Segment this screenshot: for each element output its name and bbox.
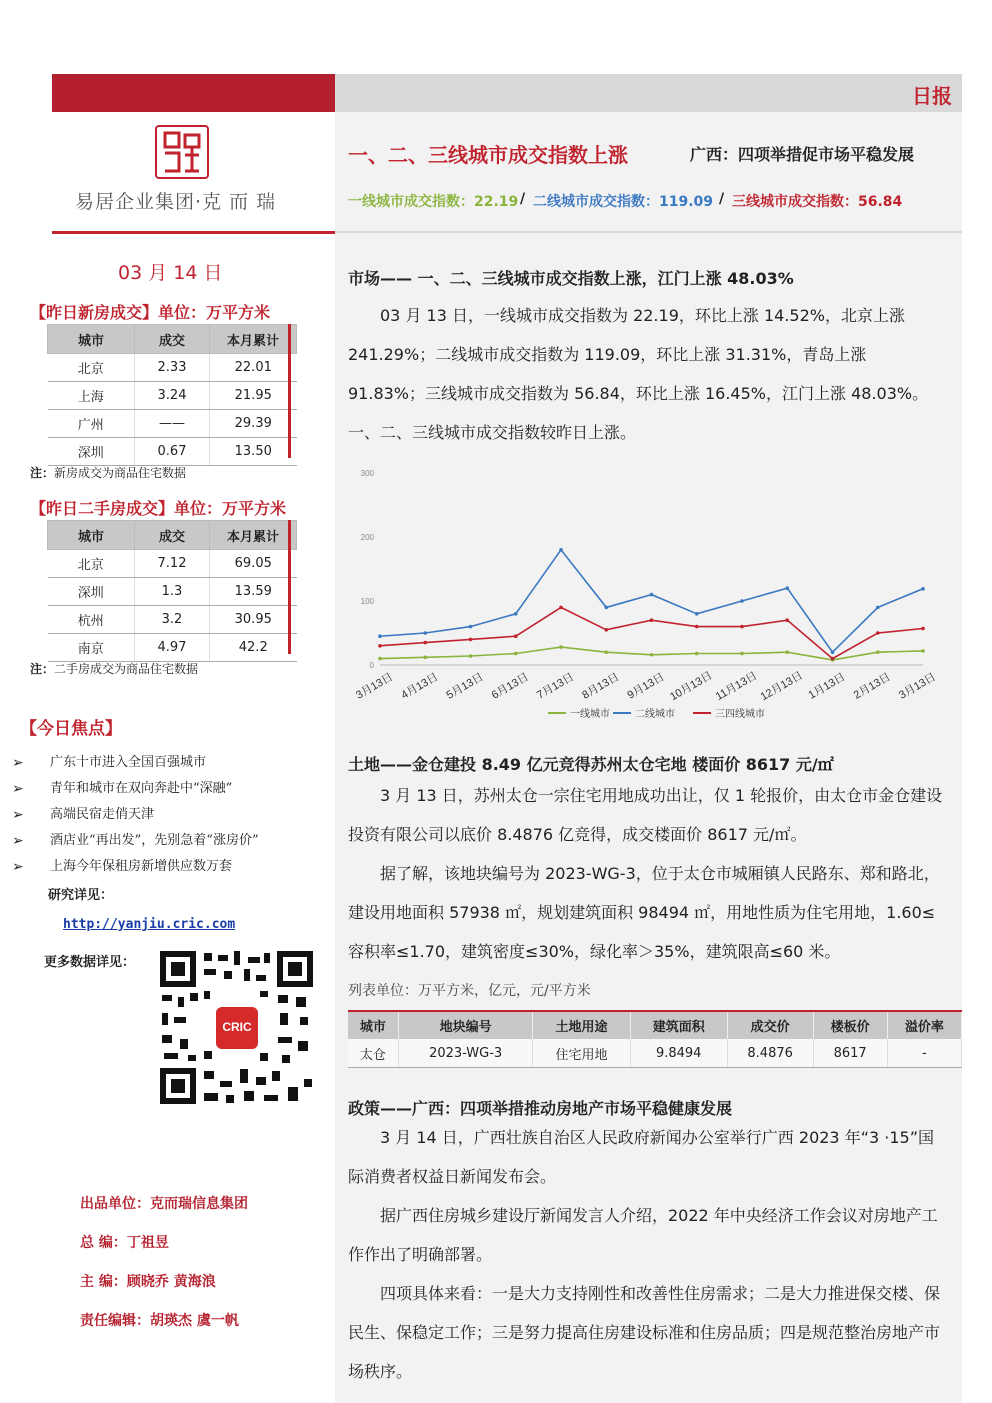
x-tick-label: 8月13日	[580, 671, 622, 702]
x-tick-label: 5月13日	[444, 671, 486, 702]
credits: 出品单位：克而瑞信息集团 总 编：丁祖昱 主 编：顾晓乔 黄海浪 责任编辑：胡瑛杰 虞一帆	[80, 1196, 248, 1329]
table-unit-line: 列表单位：万平方米，亿元，元/平方米	[348, 983, 591, 999]
focus-list	[12, 752, 259, 882]
svg-text:CRIC: CRIC	[222, 1020, 252, 1034]
data-point	[378, 634, 382, 638]
headline: 一、二、三线城市成交指数上涨	[348, 143, 628, 167]
data-point	[559, 645, 563, 649]
data-point	[514, 652, 518, 656]
table-row: 北京 7.12 69.05	[48, 550, 297, 578]
x-tick-label: 2月13日	[851, 671, 893, 702]
data-point	[650, 653, 654, 657]
data-point	[831, 650, 835, 654]
y-tick-label: 300	[360, 469, 374, 478]
data-point	[876, 606, 880, 610]
new-home-table	[47, 324, 297, 466]
data-point	[695, 625, 699, 629]
table-accent	[288, 520, 291, 654]
data-point	[469, 654, 473, 658]
new-home-note: 注：新房成交为商品住宅数据	[30, 466, 187, 480]
policy-title: 政策——广西：四项举措推动房地产市场平稳健康发展	[348, 1099, 733, 1118]
col-month: 本月累计	[210, 325, 297, 354]
logo	[155, 125, 209, 179]
land-paragraph-1: 3 月 13 日，苏州太仓一宗住宅用地成功出让，仅 1 轮报价，由太仓市金仓建设投资有限公司以底价 8.4876 亿竞得，成交楼面价 8617 元/㎡。	[348, 786, 943, 844]
focus-title: 【今日焦点】	[20, 719, 122, 739]
market-title: 市场—— 一、二、三线城市成交指数上涨，江门上涨 48.03%	[348, 269, 794, 288]
new-home-title: 【昨日新房成交】单位：万平方米	[30, 303, 271, 322]
policy-paragraph-2: 据广西住房城乡建设厅新闻发言人介绍，2022 年中央经济工作会议对房地产工作作出了明确部署。	[348, 1206, 938, 1264]
data-point	[378, 644, 382, 648]
second-home-table: 城市 成交 本月累计 北京 7.12 69.05 深圳 1.3 13.59 杭州 3.2 30.95 南京 4.97 42.2	[47, 520, 297, 662]
series-line	[380, 550, 923, 652]
land-paragraph-2: 据了解，该地块编号为 2023-WG-3，位于太仓市城厢镇人民路东、郑和路北，建设用地面积 57938 ㎡，规划建筑面积 98494 ㎡，用地性质为住宅用地，1.60≤容积率≤1.70，建筑密度≤30%，绿化率＞35%，建筑限高≤60 米。	[348, 864, 940, 961]
table-row: 深圳 1.3 13.59	[48, 578, 297, 606]
data-point	[921, 627, 925, 631]
data-point	[469, 625, 473, 629]
data-point	[559, 548, 563, 552]
table-row: 北京 2.33 22.01	[48, 354, 297, 382]
arrow-icon: ➢	[12, 755, 24, 771]
col-deal: 成交	[135, 325, 210, 354]
daily-label: 日报	[912, 84, 952, 108]
research-label: 研究详见：	[48, 888, 114, 903]
data-point	[423, 631, 427, 635]
y-tick-label: 100	[360, 597, 374, 606]
list-item[interactable]: ➢ 上海今年保租房新增供应数万套	[12, 856, 259, 882]
data-point	[785, 650, 789, 654]
list-item[interactable]: ➢ 高端民宿走俏天津	[12, 804, 259, 830]
header-band-left	[52, 74, 335, 112]
arrow-icon: ➢	[12, 807, 24, 823]
arrow-icon: ➢	[12, 781, 24, 797]
x-tick-label: 11月13日	[713, 669, 760, 704]
data-point	[514, 634, 518, 638]
y-tick-label: 0	[369, 661, 374, 670]
data-point	[740, 652, 744, 656]
subheadline: 广西：四项举措促市场平稳发展	[690, 145, 915, 164]
legend-label: 三四线城市	[715, 709, 765, 720]
qr-code-icon	[160, 951, 313, 1104]
data-point	[921, 649, 925, 653]
data-point	[378, 657, 382, 661]
index-chart-svg	[348, 465, 948, 725]
policy-paragraph-1: 3 月 14 日，广西壮族自治区人民政府新闻办公室举行广西 2023 年“3 ·15”国际消费者权益日新闻发布会。	[348, 1128, 934, 1186]
data-point	[650, 618, 654, 622]
data-point	[831, 657, 835, 661]
x-tick-label: 3月13日	[354, 671, 395, 702]
data-point	[604, 650, 608, 654]
index-chart	[348, 465, 948, 725]
x-tick-label: 10月13日	[668, 669, 715, 704]
header-band-right	[335, 74, 962, 112]
legend-label: 一线城市	[570, 709, 610, 720]
data-point	[695, 652, 699, 656]
x-tick-label: 4月13日	[399, 671, 441, 702]
land-table: 城市 地块编号 土地用途 建筑面积 成交价 楼板价 溢价率 太仓 2023-WG-3 住宅用地 9.8494 8.4876 8617 -	[348, 1010, 962, 1068]
table-row: 杭州 3.2 30.95	[48, 606, 297, 634]
data-point	[469, 638, 473, 642]
header-divider-right	[335, 231, 962, 233]
more-data-label: 更多数据详见：	[44, 955, 136, 970]
table-row: 深圳 0.67 13.50	[48, 438, 297, 466]
table-row: 南京 4.97 42.2	[48, 634, 297, 662]
company-name: 易居企业集团·克 而 瑞	[75, 191, 277, 213]
data-point	[785, 586, 789, 590]
report-date: 03 月 14 日	[118, 262, 223, 284]
second-home-note: 注：二手房成交为商品住宅数据	[30, 662, 199, 676]
list-item[interactable]: ➢ 酒店业“再出发”，先别急着“涨房价”	[12, 830, 259, 856]
x-tick-label: 12月13日	[758, 669, 805, 704]
x-tick-label: 3月13日	[897, 671, 938, 702]
col-city: 城市	[48, 325, 135, 354]
x-tick-label: 7月13日	[535, 671, 576, 702]
arrow-icon: ➢	[12, 833, 24, 849]
data-point	[921, 587, 925, 591]
data-point	[604, 628, 608, 632]
table-row: 太仓 2023-WG-3 住宅用地 9.8494 8.4876 8617 -	[348, 1039, 962, 1068]
policy-paragraph-3: 四项具体来看：一是大力支持刚性和改善性住房需求；二是大力推进保交楼、保民生、保稳定工作；三是努力提高住房建设标准和住房品质；四是规范整治房地产市场秩序。	[348, 1284, 941, 1381]
data-point	[423, 656, 427, 660]
research-link[interactable]: http://yanjiu.cric.com	[63, 917, 236, 932]
logo-mark-icon	[157, 127, 207, 177]
x-tick-label: 9月13日	[625, 671, 667, 702]
second-home-title: 【昨日二手房成交】单位：万平方米	[30, 499, 287, 518]
table-row: 广州 —— 29.39	[48, 410, 297, 438]
header-divider-left	[52, 231, 335, 234]
data-point	[514, 612, 518, 616]
data-point	[876, 631, 880, 635]
data-point	[740, 599, 744, 603]
x-tick-label: 1月13日	[806, 671, 848, 702]
y-tick-label: 200	[360, 533, 374, 542]
table-accent	[288, 324, 291, 458]
land-title: 土地——金仓建投 8.49 亿元竞得苏州太仓宅地 楼面价 8617 元/㎡	[348, 755, 834, 774]
data-point	[423, 641, 427, 645]
index-tier1: 一线城市成交指数：22.19	[348, 194, 519, 210]
qr-code[interactable]	[160, 951, 313, 1104]
index-tier3: 三线城市成交指数：56.84	[732, 194, 903, 210]
data-point	[695, 612, 699, 616]
index-tier2: 二线城市成交指数：119.09	[533, 194, 714, 210]
data-point	[604, 606, 608, 610]
series-line	[380, 607, 923, 658]
list-item[interactable]: ➢ 广东十市进入全国百强城市	[12, 752, 259, 778]
data-point	[650, 593, 654, 597]
market-text: 03 月 13 日，一线城市成交指数为 22.19，环比上涨 14.52%，北京上涨 241.29%；二线城市成交指数为 119.09，环比上涨 31.31%，青岛上涨 91.83%；三线城市成交指数为 56.84，环比上涨 16.45%，江门上涨 48.03%。一、二、三线城市成交指数较昨日上涨。	[348, 306, 929, 442]
data-point	[559, 606, 563, 610]
x-tick-label: 6月13日	[489, 671, 531, 702]
table-row: 上海 3.24 21.95	[48, 382, 297, 410]
legend-label: 二线城市	[635, 709, 675, 720]
list-item[interactable]: ➢ 青年和城市在双向奔赴中“深融”	[12, 778, 259, 804]
data-point	[785, 618, 789, 622]
data-point	[876, 650, 880, 654]
arrow-icon: ➢	[12, 859, 24, 875]
data-point	[740, 625, 744, 629]
